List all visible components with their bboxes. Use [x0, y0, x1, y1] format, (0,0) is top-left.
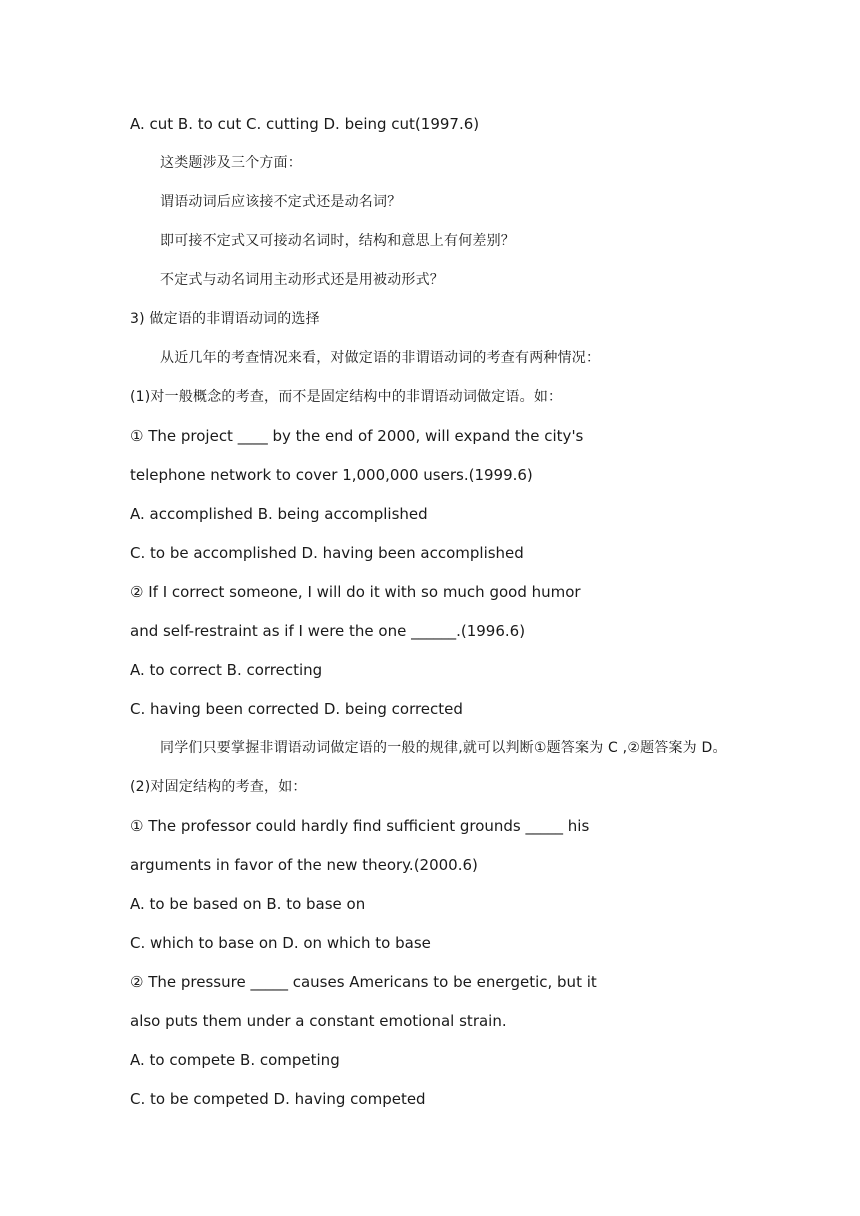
- question-line: also puts them under a constant emotional strain.: [130, 1012, 507, 1030]
- text-line: 即可接不定式又可接动名词时，结构和意思上有何差别？: [160, 233, 515, 249]
- answer-options: C. which to base on D. on which to base: [130, 934, 431, 952]
- text-line: 这类题涉及三个方面：: [160, 155, 302, 171]
- section-heading: 3) 做定语的非谓语动词的选择: [130, 311, 320, 327]
- question-line: ① The project ____ by the end of 2000, will expand the city's: [130, 427, 584, 445]
- text-line: (2)对固定结构的考查，如：: [130, 779, 307, 795]
- text-line: 谓语动词后应该接不定式还是动名词？: [160, 194, 402, 210]
- text-line: 从近几年的考查情况来看，对做定语的非谓语动词的考查有两种情况：: [160, 350, 601, 366]
- answer-options: C. to be competed D. having competed: [130, 1090, 426, 1108]
- question-line: ② If I correct someone, I will do it with so much good humor: [130, 583, 581, 601]
- question-line: and self-restraint as if I were the one ______.(1996.6): [130, 622, 526, 640]
- answer-options: A. to be based on B. to base on: [130, 895, 366, 913]
- text-line: 不定式与动名词用主动形式还是用被动形式？: [160, 272, 444, 288]
- text-line: (1)对一般概念的考查，而不是固定结构中的非谓语动词做定语。如：: [130, 389, 563, 405]
- answer-options: A. accomplished B. being accomplished: [130, 505, 428, 523]
- answer-options: A. to correct B. correcting: [130, 661, 323, 679]
- text-line: A. cut B. to cut C. cutting D. being cut(1997.6): [130, 115, 480, 133]
- answer-options: C. to be accomplished D. having been accomplished: [130, 544, 524, 562]
- text-line: 同学们只要掌握非谓语动词做定语的一般的规律,就可以判断①题答案为 C ,②题答案为 D。: [160, 740, 727, 756]
- answer-options: C. having been corrected D. being corrected: [130, 700, 463, 718]
- question-line: arguments in favor of the new theory.(2000.6): [130, 856, 478, 874]
- answer-options: A. to compete B. competing: [130, 1051, 340, 1069]
- question-line: telephone network to cover 1,000,000 users.(1999.6): [130, 466, 533, 484]
- question-line: ② The pressure _____ causes Americans to be energetic, but it: [130, 973, 597, 991]
- question-line: ① The professor could hardly find sufficient grounds _____ his: [130, 817, 590, 835]
